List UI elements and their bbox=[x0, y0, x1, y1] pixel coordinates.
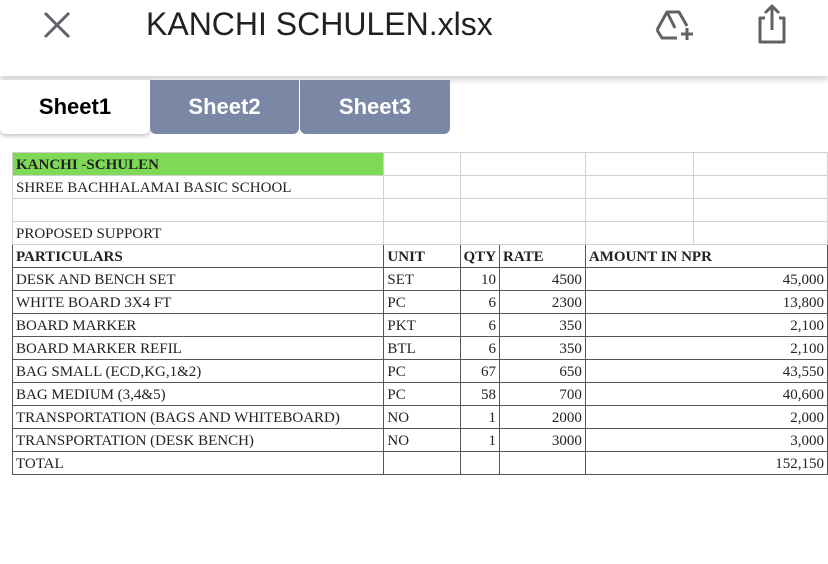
cell-qty[interactable]: 58 bbox=[460, 383, 500, 406]
cell[interactable] bbox=[384, 199, 460, 222]
header-particulars[interactable]: PARTICULARS bbox=[13, 245, 384, 268]
close-icon bbox=[42, 10, 72, 40]
cell[interactable] bbox=[693, 222, 827, 245]
cell-qty[interactable]: 6 bbox=[460, 337, 500, 360]
cell[interactable] bbox=[460, 199, 585, 222]
cell-particulars[interactable]: BAG SMALL (ECD,KG,1&2) bbox=[13, 360, 384, 383]
tab-sheet2[interactable]: Sheet2 bbox=[150, 80, 299, 134]
cell-unit[interactable]: SET bbox=[384, 268, 460, 291]
cell-amount[interactable]: 2,100 bbox=[585, 337, 827, 360]
cell-qty[interactable]: 10 bbox=[460, 268, 500, 291]
cell-unit[interactable]: PC bbox=[384, 360, 460, 383]
cell[interactable] bbox=[585, 176, 693, 199]
cell-qty[interactable]: 1 bbox=[460, 429, 500, 452]
cell-rate[interactable]: 350 bbox=[500, 314, 586, 337]
cell-unit[interactable]: PKT bbox=[384, 314, 460, 337]
cell-amount[interactable]: 40,600 bbox=[585, 383, 827, 406]
cell-particulars[interactable]: DESK AND BENCH SET bbox=[13, 268, 384, 291]
header-unit[interactable]: UNIT bbox=[384, 245, 460, 268]
data-table bbox=[12, 152, 828, 475]
cell[interactable] bbox=[460, 452, 500, 475]
total-label[interactable]: TOTAL bbox=[13, 452, 384, 475]
cell[interactable] bbox=[460, 153, 585, 176]
sheet-tabs bbox=[0, 80, 828, 136]
cell-particulars[interactable]: TRANSPORTATION (BAGS AND WHITEBOARD) bbox=[13, 406, 384, 429]
share-button[interactable] bbox=[752, 2, 792, 46]
share-icon bbox=[752, 2, 792, 46]
cell-qty[interactable]: 6 bbox=[460, 314, 500, 337]
cell-amount[interactable]: 2,100 bbox=[585, 314, 827, 337]
cell-unit[interactable]: PC bbox=[384, 291, 460, 314]
school-name-cell[interactable]: SHREE BACHHALAMAI BASIC SCHOOL bbox=[13, 176, 384, 199]
file-title: KANCHI SCHULEN.xlsx bbox=[146, 6, 493, 42]
cell-particulars[interactable]: TRANSPORTATION (DESK BENCH) bbox=[13, 429, 384, 452]
subtitle-cell[interactable]: PROPOSED SUPPORT bbox=[13, 222, 384, 245]
cell[interactable] bbox=[384, 222, 460, 245]
total-amount[interactable]: 152,150 bbox=[585, 452, 827, 475]
cell[interactable] bbox=[585, 199, 693, 222]
cell[interactable] bbox=[460, 176, 585, 199]
cell-rate[interactable]: 4500 bbox=[500, 268, 586, 291]
cell-amount[interactable]: 43,550 bbox=[585, 360, 827, 383]
cell-amount[interactable]: 45,000 bbox=[585, 268, 827, 291]
cell[interactable] bbox=[693, 199, 827, 222]
table-row bbox=[13, 268, 828, 291]
cell[interactable] bbox=[384, 153, 460, 176]
cell-qty[interactable]: 6 bbox=[460, 291, 500, 314]
cell[interactable] bbox=[13, 199, 384, 222]
cell[interactable] bbox=[693, 176, 827, 199]
cell-rate[interactable]: 3000 bbox=[500, 429, 586, 452]
cell[interactable] bbox=[460, 222, 585, 245]
cell[interactable] bbox=[585, 222, 693, 245]
sheet-title-cell[interactable]: KANCHI -SCHULEN bbox=[13, 153, 384, 176]
cell-particulars[interactable]: BOARD MARKER REFIL bbox=[13, 337, 384, 360]
add-to-drive-icon bbox=[653, 6, 697, 42]
table-row bbox=[13, 337, 828, 360]
cell-rate[interactable]: 2000 bbox=[500, 406, 586, 429]
tab-sheet3[interactable]: Sheet3 bbox=[300, 80, 450, 134]
cell-amount[interactable]: 3,000 bbox=[585, 429, 827, 452]
cell-particulars[interactable]: WHITE BOARD 3X4 FT bbox=[13, 291, 384, 314]
cell-rate[interactable]: 2300 bbox=[500, 291, 586, 314]
table-row bbox=[13, 406, 828, 429]
cell-particulars[interactable]: BOARD MARKER bbox=[13, 314, 384, 337]
cell-qty[interactable]: 67 bbox=[460, 360, 500, 383]
table-row bbox=[13, 360, 828, 383]
cell-rate[interactable]: 650 bbox=[500, 360, 586, 383]
cell-unit[interactable]: BTL bbox=[384, 337, 460, 360]
cell[interactable] bbox=[500, 452, 586, 475]
cell-particulars[interactable]: BAG MEDIUM (3,4&5) bbox=[13, 383, 384, 406]
spreadsheet-grid bbox=[12, 152, 828, 475]
cell-rate[interactable]: 350 bbox=[500, 337, 586, 360]
cell-amount[interactable]: 13,800 bbox=[585, 291, 827, 314]
cell-unit[interactable]: NO bbox=[384, 406, 460, 429]
header-qty[interactable]: QTY bbox=[460, 245, 500, 268]
tab-sheet1[interactable]: Sheet1 bbox=[0, 80, 150, 134]
cell[interactable] bbox=[384, 176, 460, 199]
table-row bbox=[13, 291, 828, 314]
cell[interactable] bbox=[585, 153, 693, 176]
add-to-drive-button[interactable] bbox=[653, 6, 697, 42]
table-row bbox=[13, 429, 828, 452]
cell-qty[interactable]: 1 bbox=[460, 406, 500, 429]
cell[interactable] bbox=[384, 452, 460, 475]
top-bar bbox=[0, 0, 828, 76]
cell[interactable] bbox=[693, 153, 827, 176]
close-button[interactable] bbox=[40, 8, 74, 42]
cell-unit[interactable]: PC bbox=[384, 383, 460, 406]
table-row bbox=[13, 383, 828, 406]
table-row bbox=[13, 314, 828, 337]
cell-unit[interactable]: NO bbox=[384, 429, 460, 452]
header-rate[interactable]: RATE bbox=[500, 245, 586, 268]
cell-amount[interactable]: 2,000 bbox=[585, 406, 827, 429]
total-row bbox=[13, 452, 828, 475]
header-amount[interactable]: AMOUNT IN NPR bbox=[585, 245, 827, 268]
cell-rate[interactable]: 700 bbox=[500, 383, 586, 406]
